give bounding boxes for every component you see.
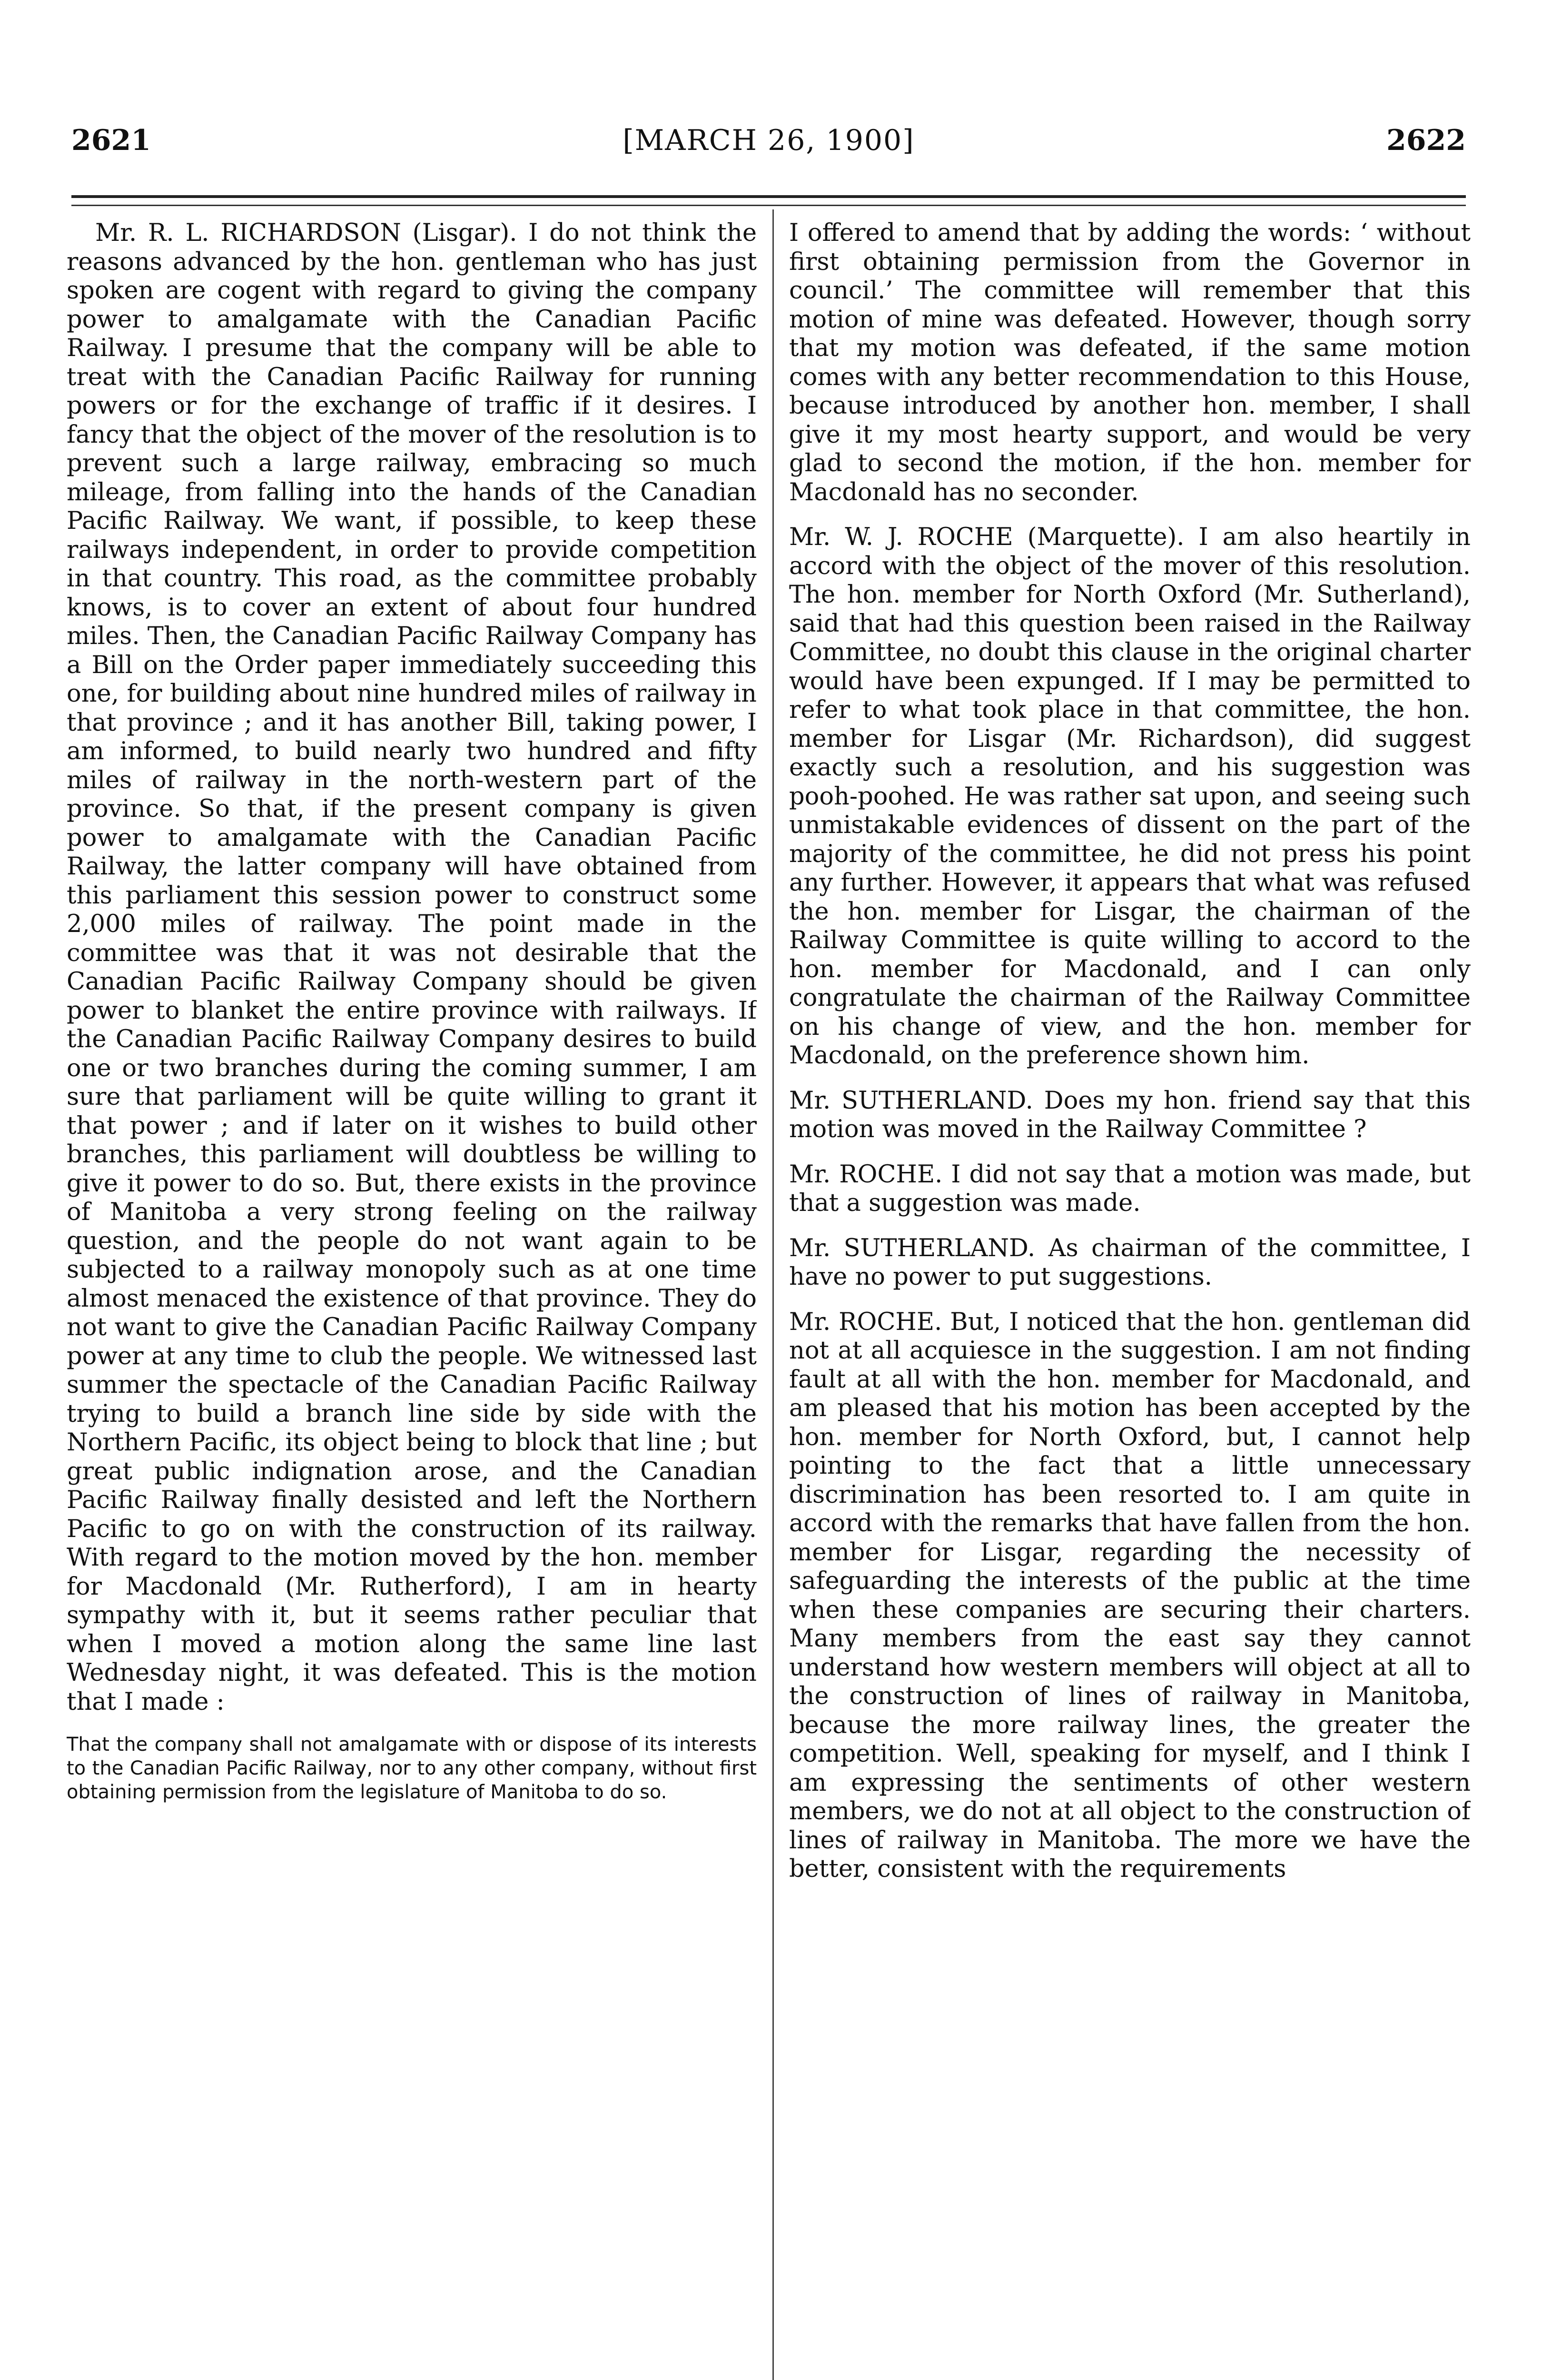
header-rule-thin [71,205,1466,206]
sutherland-question: Mr. SUTHERLAND. Does my hon. friend say that this motion was moved in the Railway Committee ? [789,1086,1471,1143]
quoted-motion: That the company shall not amalgamate with or dispose of its interests to the Canadian Pacific Railway, nor to any other company, without first obtaining permission from the legislature of Manitoba to do so. [67,1734,757,1803]
roche-speech: Mr. W. J. ROCHE (Marquette). I am also heartily in accord with the object of the mover of this resolution. The hon. member for North Oxford (Mr. Sutherland), said that had this question been raised in the Railway Committee, no doubt this clause in the original charter would have been expunged. If I may be permitted to refer to what took place in that committee, the hon. member for Lisgar (Mr. Richardson), did suggest exactly such a resolution, and his suggestion was pooh-poohed. He was rather sat upon, and seeing such unmistakable evidences of dissent on the part of the majority of the committee, he did not press his point any further. However, it appears that what was refused the hon. member for Lisgar, the chairman of the Railway Committee is quite willing to accord to the hon. member for Macdonald, and I can only congratulate the chairman of the Railway Committee on his change of view, and the hon. member for Macdonald, on the preference shown him. [789,523,1471,1070]
column-divider [772,209,774,2380]
right-column [789,219,1471,2380]
page-header [71,119,1466,162]
left-column [67,219,757,2380]
sutherland-reply: Mr. SUTHERLAND. As chairman of the committee, I have no power to put suggestions. [789,1234,1471,1291]
roche-reply: Mr. ROCHE. I did not say that a motion was made, but that a suggestion was made. [789,1160,1471,1217]
page-date: [MARCH 26, 1900] [623,124,915,157]
left-page-number: 2621 [71,124,151,157]
header-rule-thick [71,195,1466,198]
richardson-speech-continued: I offered to amend that by adding the words: ‘ without first obtaining permission from the Governor in council.’ The committee will remember that this motion of mine was defeated. However, though sorry that my motion was defeated, if the same motion comes with any better recommendation to this House, because introduced by another hon. member, I shall give it my most hearty support, and would be very glad to second the motion, if the hon. member for Macdonald has no seconder. [789,219,1471,506]
right-page-number: 2622 [1386,124,1466,157]
richardson-speech: Mr. R. L. RICHARDSON (Lisgar). I do not think the reasons advanced by the hon. gentleman who has just spoken are cogent with regard to giving the company power to amalgamate with the Canadian Pacific Railway. I presume that the company will be able to treat with the Canadian Pacific Railway for running powers or for the exchange of traffic if it desires. I fancy that the object of the mover of the resolution is to prevent such a large railway, embracing so much mileage, from falling into the hands of the Canadian Pacific Railway. We want, if possible, to keep these railways independent, in order to provide competition in that country. This road, as the committee probably knows, is to cover an extent of about four hundred miles. Then, the Canadian Pacific Railway Company has a Bill on the Order paper immediately succeeding this one, for building about nine hundred miles of railway in that province ; and it has another Bill, taking power, I am informed, to build nearly two hundred and fifty miles of railway in the north-western part of the province. So that, if the present company is given power to amalgamate with the Canadian Pacific Railway, the latter company will have obtained from this parliament this session power to construct some 2,000 miles of railway. The point made in the committee was that it was not desirable that the Canadian Pacific Railway Company should be given power to blanket the entire province with railways. If the Canadian Pacific Railway Company desires to build one or two branches during the coming summer, I am sure that parliament will be quite willing to grant it that power ; and if later on it wishes to build other branches, this parliament will doubtless be willing to give it power to do so. But, there exists in the province of Manitoba a very strong feeling on the railway question, and the people do not want again to be subjected to a railway monopoly such as at one time almost menaced the existence of that province. They do not want to give the Canadian Pacific Railway Company power at any time to club the people. We witnessed last summer the spectacle of the Canadian Pacific Railway trying to build a branch line side by side with the Northern Pacific, its object being to block that line ; but great public indignation arose, and the Canadian Pacific Railway finally desisted and left the Northern Pacific to go on with the construction of its railway. With regard to the motion moved by the hon. member for Macdonald (Mr. Rutherford), I am in hearty sympathy with it, but it seems rather peculiar that when I moved a motion along the same line last Wednesday night, it was defeated. This is the motion that I made : [67,219,757,1716]
roche-speech-2: Mr. ROCHE. But, I noticed that the hon. gentleman did not at all acquiesce in the suggestion. I am not finding fault at all with the hon. member for Macdonald, and am pleased that his motion has been accepted by the hon. member for North Oxford, but, I cannot help pointing to the fact that a little unnecessary discrimination has been resorted to. I am quite in accord with the remarks that have fallen from the hon. member for Lisgar, regarding the necessity of safeguarding the interests of the public at the time when these companies are securing their charters. Many members from the east say they cannot understand how western members will object at all to the construction of lines of railway in Manitoba, because the more railway lines, the greater the competition. Well, speaking for myself, and I think I am expressing the sentiments of other western members, we do not at all object to the construction of lines of railway in Manitoba. The more we have the better, consistent with the requirements [789,1308,1471,1883]
